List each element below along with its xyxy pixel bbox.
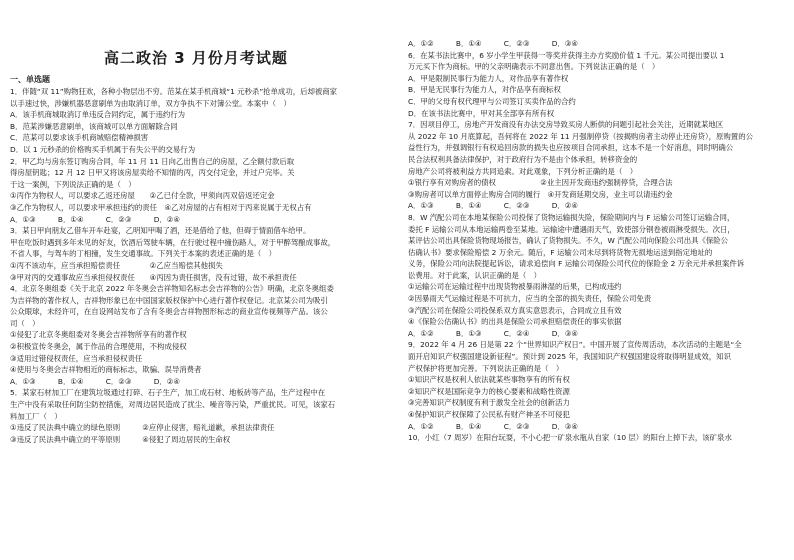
question-line: 得房屋钥匙；12 月 12 日甲又将该房屋卖给不知情的丙，丙交付定金，并过户完毕。关 — [10, 168, 295, 178]
question-line: ③购房者可以单方面停止购房合同的履行 ④开发商延期交房，业主可以请违约金 — [408, 189, 673, 199]
question-line: ①运输公司在运输过程中出现货物被暴雨淋湿的后果，已构成违约 — [408, 282, 622, 292]
question-line: C．甲的父母有权代理甲与公司签订买卖作品的合约 — [408, 96, 576, 106]
question-line: 益性行为，并强调银行有权追回房款的损失也应按项目合同承担，这本不是一个好消息，同时明确公 — [408, 143, 734, 153]
question-line: ③汽配公司在保险公司投保系双方真实意思表示，合同成立且有效 — [408, 305, 622, 315]
question-line: 6．在某书法比赛中，6 岁小学生甲获得一等奖并获得主办方奖励价值 1 千元。某公司提出要以 1 — [408, 50, 725, 60]
question-line: 房地产公司将被利益方共同追索。对此观象，下列分析正确的是（ ） — [408, 166, 638, 176]
question-line: ①丙不该动车，应当承担赔偿责任 ②乙应当赔偿其他损失 — [10, 260, 223, 270]
question-line: ①银行享有对购房者的债权 ②业主因开发商违约强制停贷，合理合法 — [408, 178, 673, 188]
question-line: 民合法权利具备法律保护，对于政府行为不是由个体承担，转移资金的 — [408, 154, 638, 164]
question-line: 某评估公司出具保险货物现场报告，确认了货物损失。不久，W 汽配公司向保险公司出具《保险公 — [408, 236, 729, 246]
question-line: 10．小红（7 周岁）在阳台玩耍，不小心把一矿泉水瓶从自家（10 层）的阳台上掉下去，该矿泉水 — [408, 433, 732, 443]
question-line: 2．甲乙均与房东签订购房合同，年 11 月 11 日向乙出售自己的房屋，乙全额付款后取 — [10, 156, 295, 166]
question-line: ②积极宣传冬奥会，属于作品的合理使用，不构成侵权 — [10, 342, 187, 352]
right-question-text — [404, 38, 784, 444]
question-line: A．①③ B．①④ C．②③ D．②④ — [10, 376, 181, 386]
question-line: A．甲是限制民事行为能力人，对作品享有著作权 — [408, 73, 569, 83]
question-line: 司（ ） — [10, 318, 40, 328]
question-line: 为吉祥物的著作权人，吉祥物形象已在中国国家版权保护中心进行著作权登记。北京某公司为吸引 — [10, 295, 328, 305]
question-line: A．①② B．①③ C．②④ D．③④ — [408, 328, 579, 338]
question-line: 8．W 汽配公司在本地某保险公司投保了货物运输损失险，保险期间内与 F 运输公司签订运输合同， — [408, 212, 735, 222]
question-line: B．甲是无民事行为能力人，对作品享有商标权 — [408, 85, 561, 95]
question-line: 从 2022 年 10 月底算起，吾何将在 2022 年 11 月强制停贷（按揭购房者主动停止还房贷），原购置的公 — [408, 131, 753, 141]
question-line: A．①③ B．①④ C．②③ D．②④ — [408, 201, 579, 211]
question-line: 1．伴随“双 11”购物狂欢，各种小物层出不穷。范某在某手机商城“1 元秒杀”抢单成功，后却被商家 — [10, 87, 338, 96]
right-column — [404, 0, 784, 444]
question-line: 公众眼球，未经许可，在自设网站发布了含有冬奥会吉祥物图形标志的商业宣传视频等产品。该公 — [10, 307, 328, 317]
section-heading: 一、单选题 — [10, 75, 50, 84]
question-line: 产权保护将更加完善。下列说法正确的是（ ） — [408, 363, 564, 373]
question-line: 3．某日甲向朋友乙借车开车赴宴，乙明知甲喝了酒，还是借给了他，但碍于情面借车给甲。 — [10, 226, 311, 236]
question-line: ④保护知识产权保障了公民私有财产神圣不可侵犯 — [408, 410, 570, 419]
question-line: ①侵犯了北京冬奥组委对冬奥会吉祥物所享有的著作权 — [10, 330, 187, 340]
question-line: ②因暴雨天气运输过程是不可抗力，应当的全部的损失责任，保险公司免责 — [408, 294, 652, 304]
left-question-text — [6, 86, 386, 445]
question-line: 料加工厂（ ） — [10, 411, 62, 421]
question-line: 4．北京冬奥组委《关于北京 2022 年冬奥会吉祥物知名标志会吉祥物的公告》明确，北京冬奥组委 — [10, 284, 334, 294]
question-line: ④使用与冬奥会吉祥物相近的商标标志，欺骗、误导消费者 — [10, 365, 202, 375]
question-line: ③完善知识产权制度有利于激发全社会的创新活力 — [408, 398, 570, 408]
question-line: ③甲对丙的交通事故应当承担侵权责任 ④丙因为责任损害，没有过错，故不承担责任 — [10, 272, 297, 282]
question-line: ③适用过错侵权责任，应当承担侵权责任 — [10, 353, 143, 363]
question-line: 于这一案例，下列说法正确的是（ ） — [10, 179, 136, 189]
question-line: ①丙作为物权人，可以要求乙返还房屋 ②乙已付全款，甲须向丙双倍返还定金 — [10, 191, 275, 201]
question-line: ④《保险公估确认书》的出具是保险公司承担赔偿责任的事实依据 — [408, 317, 622, 327]
question-line: ①知识产权是权利人依法就某些事物享有的所有权 — [408, 375, 570, 385]
question-line: D．以 1 元秒杀的价格购买手机属于有失公平的交易行为 — [10, 144, 196, 154]
question-line: ②知识产权是国际竞争力的核心要素和战略性资源 — [408, 386, 570, 396]
question-line: 面开启知识产权强国建设新征程”。预计到 2025 年，我国知识产权强国建设将取得明显成效，知识 — [408, 352, 731, 362]
question-line: C．范某可以要求该手机商城赔偿精神损害 — [10, 133, 149, 143]
question-line: 9．2022 年 4 月 26 日是第 22 个“世界知识产权日”。中国开展了宣传周活动，本次活动的主题是“全 — [408, 340, 742, 350]
question-line: 生产中没有采取任何防尘防控措施，对周边居民造成了扰尘、噪音等污染，严重扰民。可见，该家石 — [10, 400, 336, 410]
left-column — [6, 0, 386, 445]
question-line: 以手速过快，涉嫌机器恶意刷单为由取消订单，双方争执不下对簿公堂。本案中（ ） — [10, 98, 291, 108]
question-line: D．在该书法比赛中，甲对其全部享有所有权 — [408, 108, 555, 118]
question-line: ③违反了民法典中确立的平等原则 ④侵犯了周边居民的生命权 — [10, 434, 231, 444]
question-line: 委托 F 运输公司从本地运输两卷至某地。运输途中遭遇雨天气，致使部分钢卷被雨淋受损失。次日， — [408, 224, 735, 234]
question-line: 估确认书》要求保险赔偿 2 万余元。随后，F 运输公司未尽到将货物无损地运送到指定地址的 — [408, 247, 713, 257]
question-line: ③乙作为物权人，可以要求甲承担违约的责任 ④乙对房屋的占有相对于丙来说属于无权占有 — [10, 202, 312, 212]
question-line: 义务，保险公司向法院提起诉讼，请求追偿向 F 运输公司保险公司代位的保险金 2 万余元并承担案件诉 — [408, 259, 745, 269]
question-line: ①违反了民法典中确立的绿色原则 ②应停止侵害，赔礼道歉，承担法律责任 — [10, 423, 275, 433]
question-line: B．范某涉嫌恶意刷单，该商城可以单方面解除合同 — [10, 121, 178, 131]
question-line: A．①③ B．①④ C．②③ D．②④ — [10, 214, 181, 224]
question-line: 讼费用。对于此案，认识正确的是（ ） — [408, 270, 542, 280]
question-line: 万元买下作为商标。甲的父亲明确表示不同意出售。下列说法正确的是（ ） — [408, 62, 660, 72]
page-title: 高二政治 3 月份月考试题 — [104, 49, 288, 67]
question-line: 5．某家石材加工厂在建筑垃圾通过打碎、石子生产，加工成石材、地板砖等产品，生产过程中在 — [10, 388, 326, 398]
question-line: 不省人事，与驾车的丁相撞，发生交通事故。下列关于本案的表述正确的是（ ） — [10, 249, 277, 259]
question-line: 7．因项目停工，房地产开发商没有办法交房导致买房人断供的问题引起社会关注，近期就某地区 — [408, 120, 724, 130]
question-line: 甲在吃饭时遇到多年未见的好友，饮酒后驾驶车辆，在行驶过程中撞伤路人，对于甲醉驾酿成事故， — [10, 237, 336, 247]
question-line: A．①② B．①④ C．②③ D．③④ — [408, 421, 579, 431]
question-line: A．该手机商城取消订单违反合同约定，属于违约行为 — [10, 110, 186, 120]
question-line: A．①② B．①④ C．②③ D．③④ — [408, 39, 579, 48]
